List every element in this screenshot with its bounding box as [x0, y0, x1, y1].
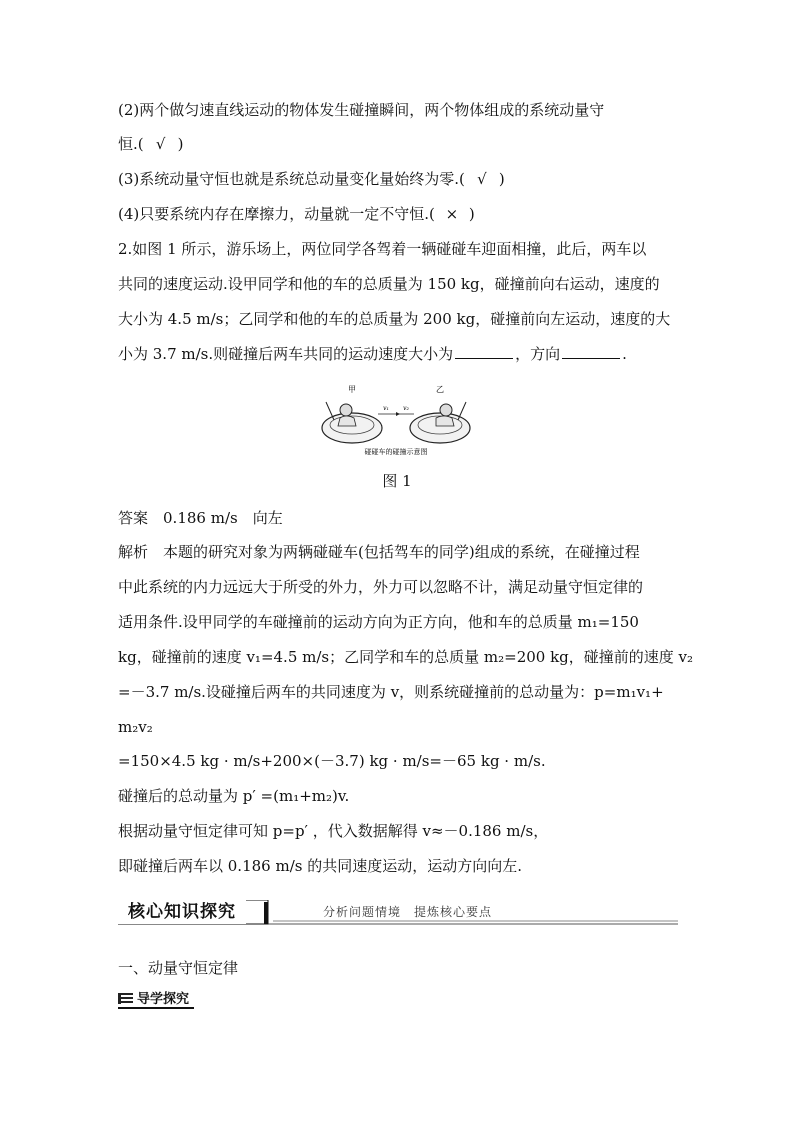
- analysis-line1: 解析 本题的研究对象为两辆碰碰车(包括驾车的同学)组成的系统，在碰撞过程: [118, 543, 640, 561]
- analysis-line3: 适用条件.设甲同学的车碰撞前的运动方向为正方向，他和车的总质量 m₁=150: [118, 613, 639, 631]
- right-driver-head: [440, 404, 452, 416]
- item-3: (3)系统动量守恒也就是系统总动量变化量始终为零.( √ ): [118, 170, 505, 188]
- label-v1: v₁: [383, 405, 389, 412]
- label-jia: 甲: [348, 385, 356, 394]
- analysis-line10: 即碰撞后两车以 0.186 m/s 的共同速度运动，运动方向向左.: [118, 857, 522, 875]
- answer-line: 答案 0.186 m/s 向左: [118, 509, 283, 527]
- subheading-underline: [118, 1007, 194, 1009]
- problem-line2: 共同的速度运动.设甲同学和他的车的总质量为 150 kg，碰撞前向右运动，速度的: [118, 275, 660, 293]
- item-4: (4)只要系统内存在摩擦力，动量就一定不守恒.( × ): [118, 205, 475, 223]
- analysis-line7: =150×4.5 kg · m/s+200×(－3.7) kg · m/s=－65 kg · m/s.: [118, 752, 546, 770]
- figure-caption: 图 1: [382, 472, 412, 490]
- item-2-line1: (2)两个做匀速直线运动的物体发生碰撞瞬间，两个物体组成的系统动量守: [118, 101, 605, 119]
- bumper-car-figure: [316, 380, 476, 458]
- cross-mark: ×: [445, 205, 459, 223]
- label-v2: v₂: [403, 405, 409, 412]
- analysis-line2: 中此系统的内力远远大于所受的外力，外力可以忽略不计，满足动量守恒定律的: [118, 578, 644, 596]
- problem-line1: 2.如图 1 所示，游乐场上，两位同学各驾着一辆碰碰车迎面相撞，此后，两车以: [118, 240, 647, 258]
- check-mark: √: [155, 135, 166, 153]
- analysis-line4: kg，碰撞前的速度 v₁=4.5 m/s；乙同学和车的总质量 m₂=200 kg，碰撞前的速度 v₂: [118, 648, 694, 666]
- section-subtitle: 分析问题情境 提炼核心要点: [323, 905, 493, 919]
- answer-blank-direction[interactable]: [562, 344, 620, 359]
- list-icon: [118, 993, 133, 1004]
- figure-inner-caption: 碰碰车的碰撞示意图: [364, 448, 428, 456]
- check-mark: √: [477, 170, 487, 188]
- label-yi: 乙: [436, 385, 444, 394]
- analysis-line9: 根据动量守恒定律可知 p=p′ ，代入数据解得 v≈－0.186 m/s，: [118, 822, 549, 840]
- guided-inquiry-heading: 导学探究: [118, 988, 189, 1007]
- analysis-line6: m₂v₂: [118, 718, 153, 736]
- analysis-line8: 碰撞后的总动量为 p′ =(m₁+m₂)v.: [118, 787, 350, 805]
- section-title: 核心知识探究: [118, 900, 246, 924]
- heading-momentum-conservation: 一、动量守恒定律: [118, 959, 239, 977]
- section-banner: [118, 900, 678, 926]
- analysis-line5: =－3.7 m/s.设碰撞后两车的共同速度为 v，则系统碰撞前的总动量为：p=m₁v₁+: [118, 683, 664, 701]
- problem-line4: 小为 3.7 m/s.则碰撞后两车共同的运动速度大小为 ，方向 .: [118, 345, 627, 363]
- item-2-line2: 恒.( √ ): [118, 135, 184, 153]
- problem-line3: 大小为 4.5 m/s；乙同学和他的车的总质量为 200 kg，碰撞前向左运动，速度的大: [118, 310, 671, 328]
- answer-blank-speed[interactable]: [455, 344, 513, 359]
- left-driver-head: [340, 404, 352, 416]
